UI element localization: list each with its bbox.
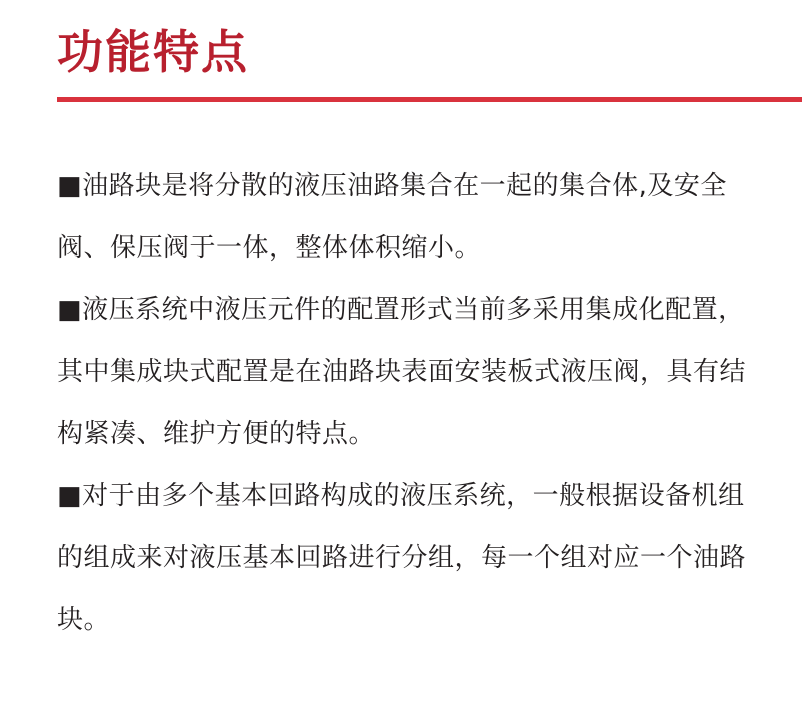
feature-paragraph-1: ■油路块是将分散的液压油路集合在一起的集合体,及安全阀、保压阀于一体，整体体积缩小。 bbox=[57, 171, 727, 263]
feature-list bbox=[57, 155, 769, 651]
title-divider bbox=[57, 97, 802, 102]
feature-paragraph-3: ■对于由多个基本回路构成的液压系统，一般根据设备机组的组成来对液压基本回路进行分组，每一个组对应一个油路块。 bbox=[57, 481, 747, 635]
page-title: 功能特点 bbox=[57, 25, 249, 79]
feature-paragraph-2: ■液压系统中液压元件的配置形式当前多采用集成化配置，其中集成块式配置是在油路块表面安装板式液压阀，具有结构紧凑、维护方便的特点。 bbox=[57, 295, 747, 449]
